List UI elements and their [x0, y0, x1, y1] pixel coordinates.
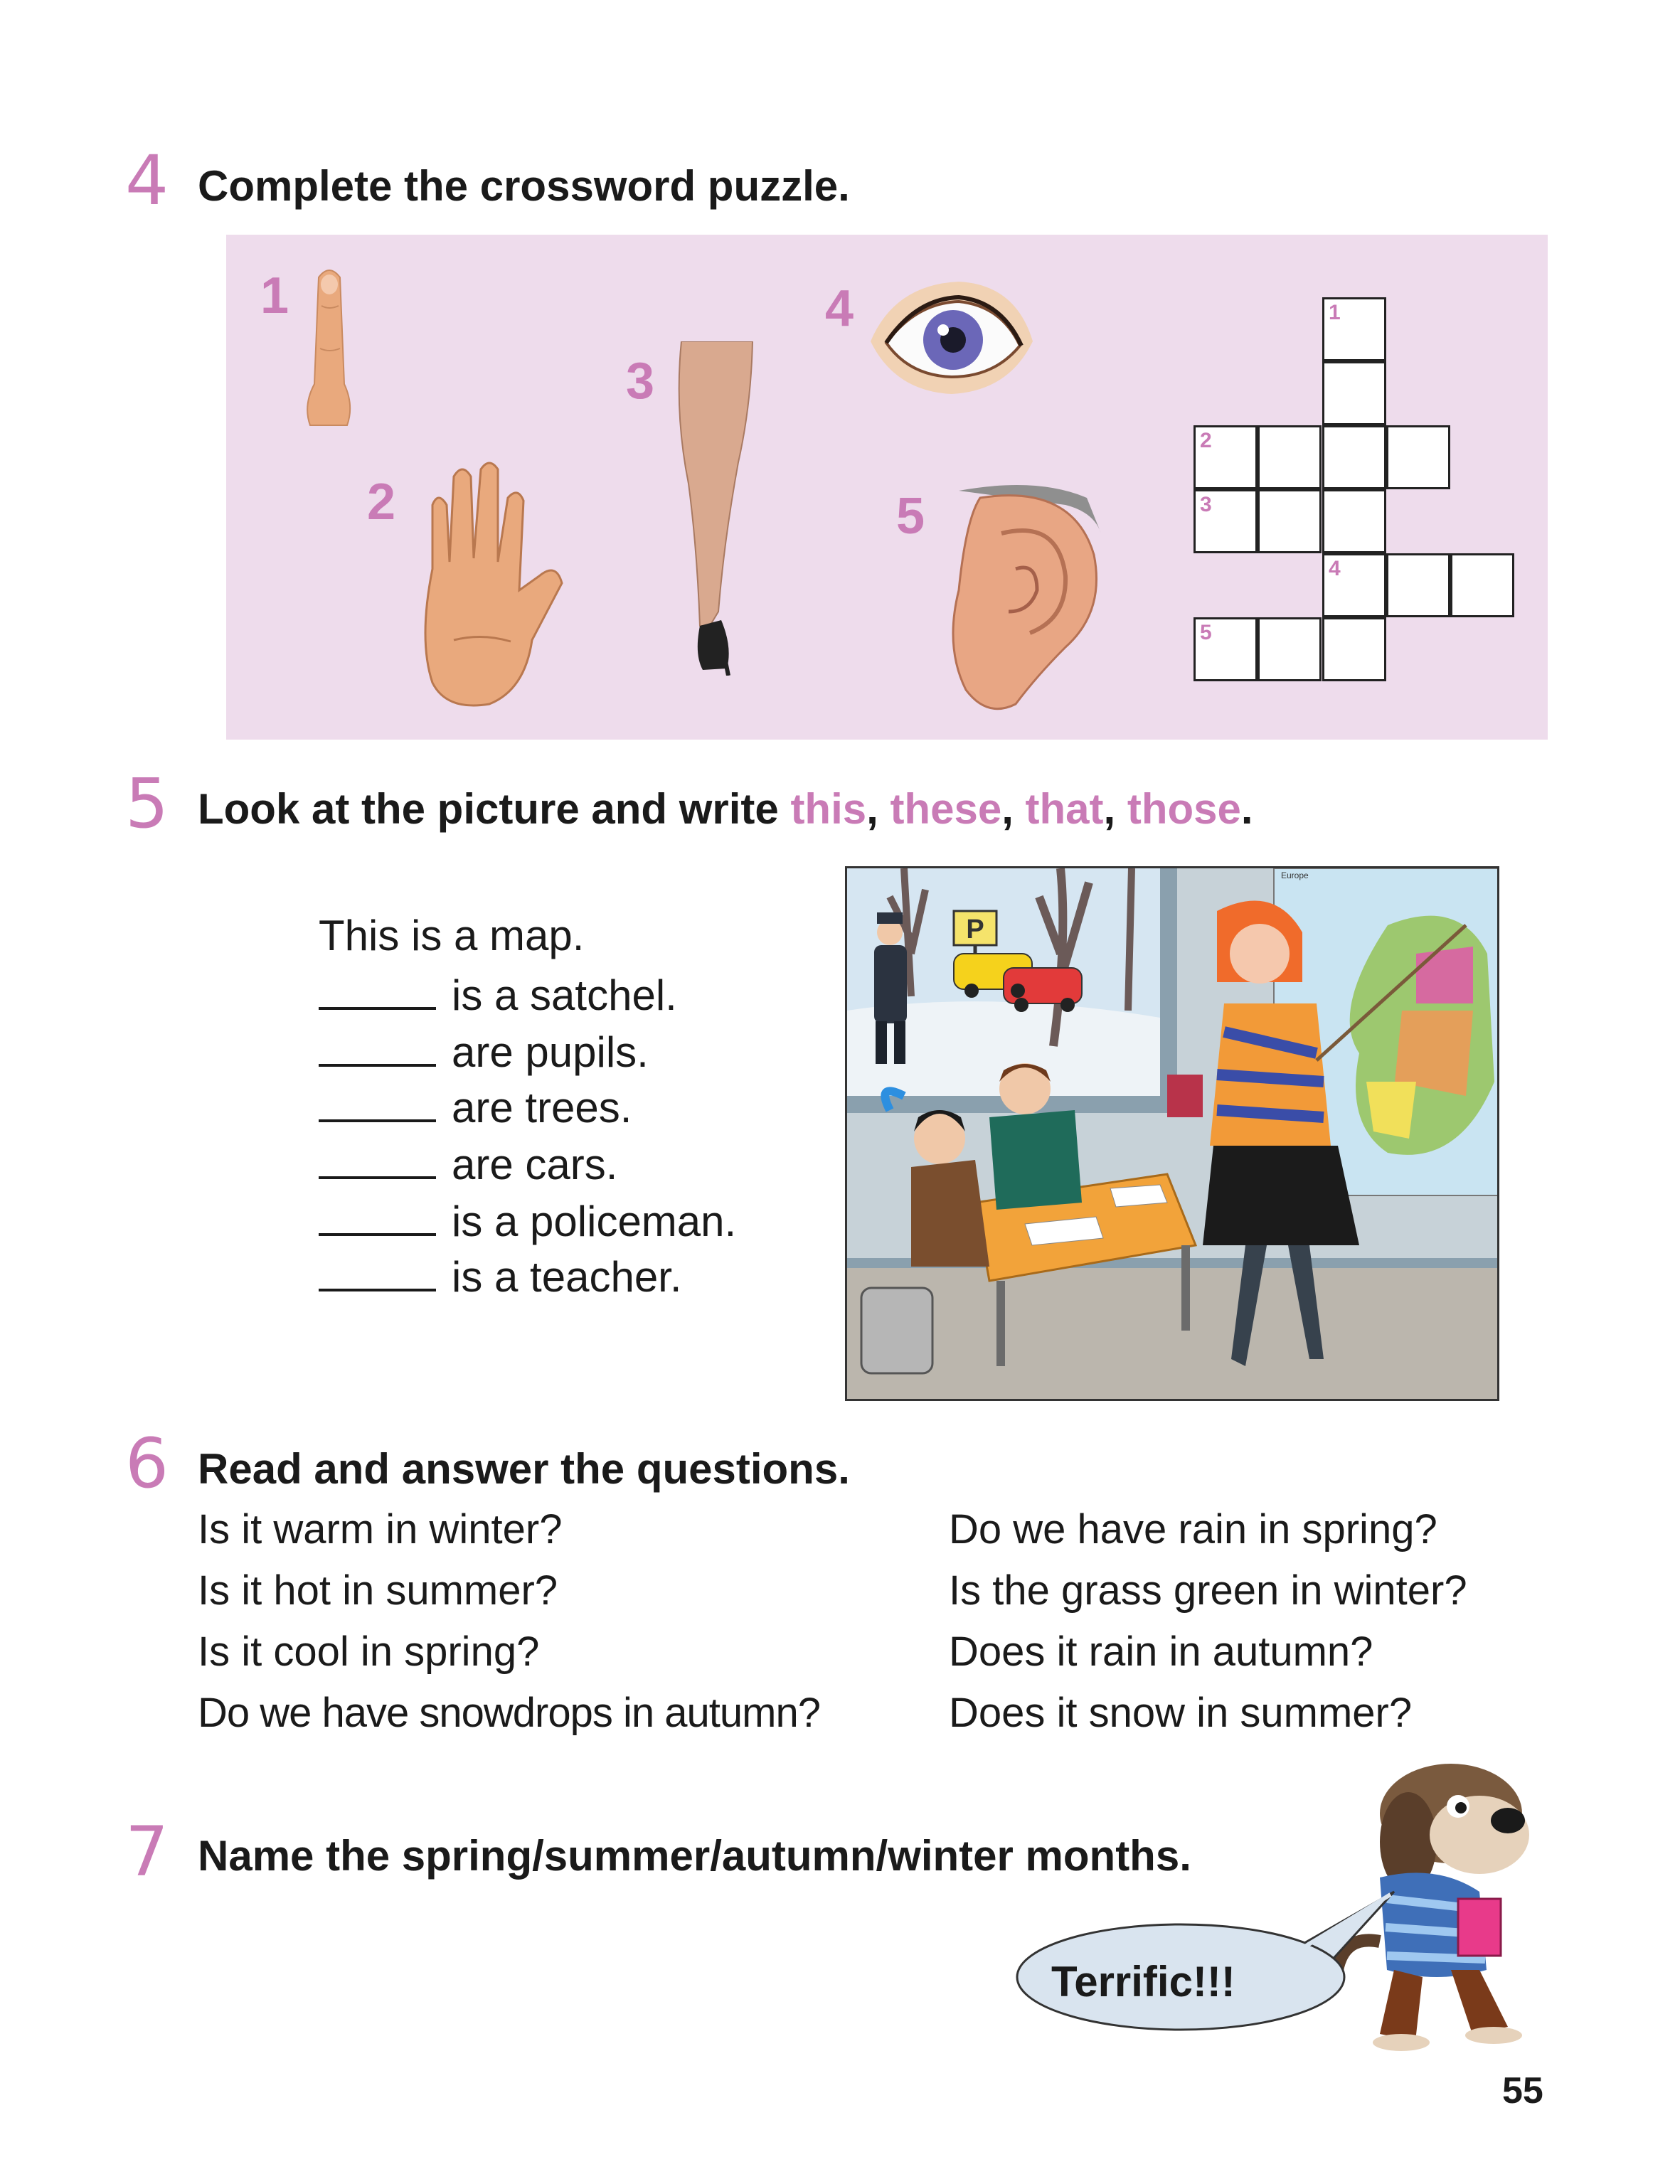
- exercise-number: 5: [125, 764, 169, 843]
- question: Is it cool in spring?: [198, 1629, 540, 1675]
- answer-blank[interactable]: [319, 1198, 436, 1236]
- exercise-number: 7: [125, 1812, 169, 1892]
- sentence-text: are cars.: [452, 1141, 618, 1188]
- crossword-cell[interactable]: [1193, 425, 1258, 489]
- clue-number: 3: [1200, 493, 1212, 516]
- crossword-cell[interactable]: [1322, 297, 1386, 361]
- finger-icon: [297, 263, 361, 427]
- picture-number: 2: [367, 474, 396, 531]
- crossword-cell[interactable]: [1322, 553, 1386, 617]
- question: Do we have snowdrops in autumn?: [198, 1690, 820, 1736]
- picture-number: 3: [626, 353, 655, 410]
- sentence-text: is a teacher.: [452, 1253, 682, 1301]
- separator: ,: [866, 785, 890, 833]
- answer-blank[interactable]: [319, 1084, 436, 1122]
- classroom-picture: [845, 866, 1499, 1401]
- crossword-cell[interactable]: [1322, 361, 1386, 425]
- crossword-cell[interactable]: [1193, 617, 1258, 681]
- exercise-title: [198, 1445, 850, 1493]
- question: Is it warm in winter?: [198, 1506, 563, 1552]
- crossword-cell[interactable]: [1258, 489, 1322, 553]
- question: Does it rain in autumn?: [949, 1629, 1373, 1675]
- example-sentence: This is a map.: [319, 912, 585, 959]
- picture-number: 1: [260, 267, 289, 324]
- separator: ,: [1103, 785, 1127, 833]
- exercise-number: 6: [125, 1424, 169, 1503]
- leg-icon: [667, 341, 760, 676]
- fill-sentence: [319, 1028, 649, 1074]
- answer-blank[interactable]: [319, 1141, 436, 1179]
- answer-blank[interactable]: [319, 1253, 436, 1291]
- parking-sign-letter: P: [966, 915, 984, 944]
- clue-number: 1: [1329, 301, 1341, 324]
- clue-number: 4: [1329, 557, 1341, 580]
- exercise-title-text: Read and answer the questions: [198, 1445, 839, 1493]
- picture-number: 4: [825, 280, 854, 337]
- crossword-cell[interactable]: [1322, 489, 1386, 553]
- fill-sentence: [319, 1084, 632, 1129]
- crossword-panel: [226, 235, 1548, 740]
- question: Is the grass green in winter?: [949, 1567, 1467, 1614]
- fill-sentence: [319, 1198, 736, 1243]
- exercise-title-text: Name the spring/summer/autumn/winter months: [198, 1832, 1180, 1880]
- title-period: .: [838, 1445, 850, 1493]
- crossword-cell[interactable]: [1386, 425, 1450, 489]
- crossword-cell[interactable]: [1386, 553, 1450, 617]
- satchel-icon: [861, 1288, 932, 1373]
- ear-icon: [937, 476, 1108, 718]
- title-period: .: [1240, 785, 1253, 833]
- bubble-text: Terrific!!!: [1051, 1958, 1235, 2005]
- clue-number: 2: [1200, 429, 1212, 452]
- question: Do we have rain in spring?: [949, 1506, 1437, 1552]
- sentence-text: are pupils.: [452, 1028, 649, 1076]
- answer-blank[interactable]: [319, 1028, 436, 1067]
- page-number: 55: [1502, 2070, 1543, 2111]
- crossword-cell[interactable]: [1322, 617, 1386, 681]
- title-period: .: [838, 162, 850, 210]
- fill-sentence: [319, 1253, 682, 1299]
- exercise-title: [198, 1832, 1191, 1880]
- crossword-cell[interactable]: [1450, 553, 1514, 617]
- crossword-cell[interactable]: [1258, 617, 1322, 681]
- title-period: .: [1179, 1832, 1191, 1880]
- crossword-cell[interactable]: [1258, 425, 1322, 489]
- map-label: Europe: [1281, 870, 1309, 880]
- word-option: this: [790, 785, 867, 833]
- eye-icon: [866, 277, 1037, 398]
- question: Is it hot in summer?: [198, 1567, 558, 1614]
- word-option: those: [1127, 785, 1241, 833]
- fill-sentence: [319, 1141, 617, 1186]
- hand-icon: [404, 455, 568, 711]
- crossword-cell[interactable]: [1322, 425, 1386, 489]
- exercise-title: [198, 785, 1253, 833]
- answer-blank[interactable]: [319, 971, 436, 1010]
- sentence-text: is a satchel.: [452, 971, 677, 1019]
- word-option: these: [890, 785, 1002, 833]
- exercise-title: [198, 162, 850, 210]
- picture-number: 5: [896, 488, 925, 545]
- sentence-text: is a policeman.: [452, 1198, 737, 1245]
- crossword-cell[interactable]: [1193, 489, 1258, 553]
- fill-sentence: [319, 971, 677, 1017]
- exercise-number: 4: [125, 141, 169, 220]
- separator: ,: [1001, 785, 1026, 833]
- sentence-text: are trees.: [452, 1084, 632, 1131]
- question: Does it snow in summer?: [949, 1690, 1413, 1736]
- title-prefix: Look at the picture and write: [198, 785, 791, 833]
- exercise-title-text: Complete the crossword puzzle: [198, 162, 839, 210]
- word-option: that: [1025, 785, 1104, 833]
- clue-number: 5: [1200, 621, 1212, 644]
